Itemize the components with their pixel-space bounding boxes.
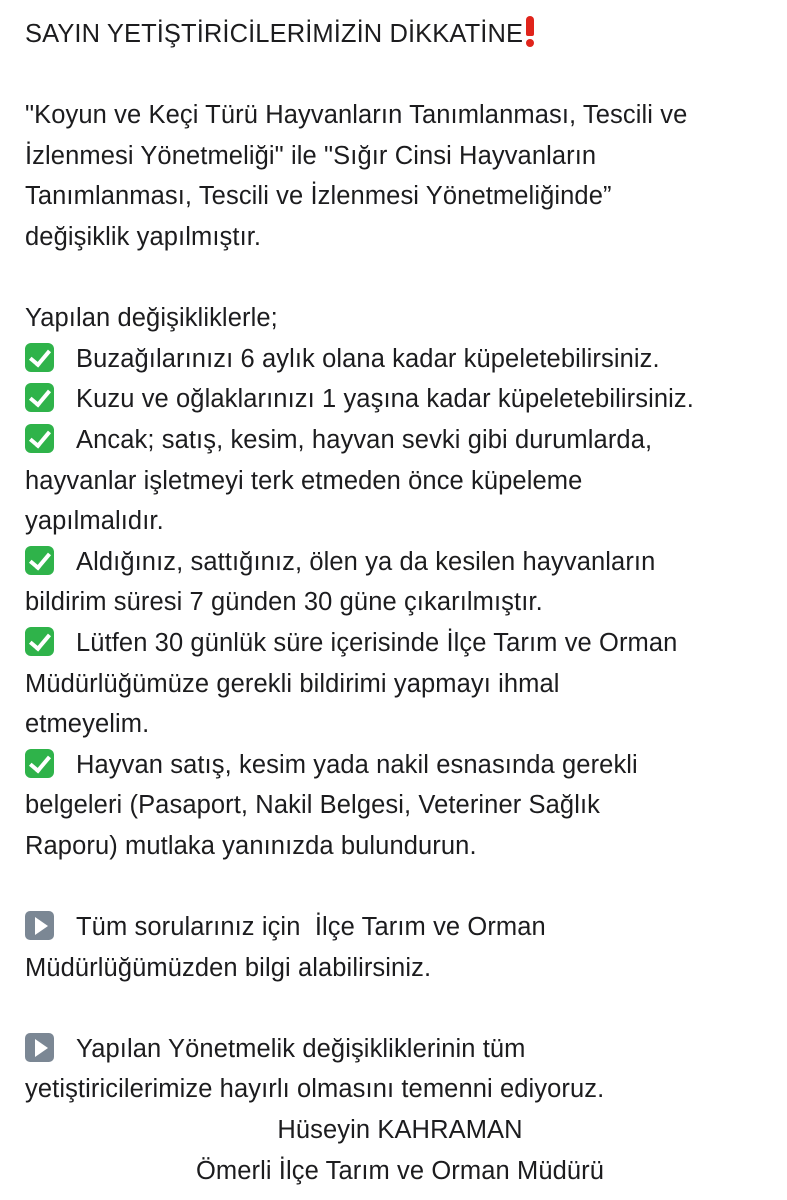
list-item bbox=[25, 542, 775, 623]
info-text: Tüm sorularınız için İlçe Tarım ve Orman bbox=[76, 913, 546, 942]
list-item-text: Hayvan satış, kesim yada nakil esnasında gerekli bbox=[76, 750, 638, 779]
list-item-text: Aldığınız, sattığınız, ölen ya da kesilen hayvanların bbox=[76, 547, 656, 576]
list-item-text: bildirim süresi 7 günden 30 güne çıkarılmıştır. bbox=[25, 588, 543, 617]
notice-document bbox=[25, 14, 775, 1191]
info-paragraph-questions bbox=[25, 907, 775, 988]
info-paragraph-wishes bbox=[25, 1029, 775, 1110]
list-item bbox=[25, 339, 775, 380]
list-item bbox=[25, 420, 775, 542]
list-item bbox=[25, 623, 775, 745]
check-mark-button-icon bbox=[25, 627, 54, 656]
list-item-text: belgeleri (Pasaport, Nakil Belgesi, Veteriner Sağlık bbox=[25, 791, 600, 820]
check-mark-button-icon bbox=[25, 424, 54, 453]
check-mark-button-icon bbox=[25, 546, 54, 575]
intro-line: İzlenmesi Yönetmeliği" ile "Sığır Cinsi Hayvanların bbox=[25, 141, 597, 170]
intro-line: "Koyun ve Keçi Türü Hayvanların Tanımlanması, Tescili ve bbox=[25, 101, 688, 130]
play-button-icon bbox=[25, 1033, 54, 1062]
list-item-text: Lütfen 30 günlük süre içerisinde İlçe Tarım ve Orman bbox=[76, 628, 678, 657]
red-exclamation-mark-icon bbox=[525, 16, 535, 46]
signature-name: Hüseyin KAHRAMAN bbox=[277, 1116, 523, 1145]
list-item bbox=[25, 379, 775, 420]
list-item-text: Kuzu ve oğlaklarınızı 1 yaşına kadar küpeletebilirsiniz. bbox=[76, 385, 694, 414]
change-list bbox=[25, 339, 775, 867]
list-item bbox=[25, 745, 775, 867]
check-mark-button-icon bbox=[25, 343, 54, 372]
signature-role: Ömerli İlçe Tarım ve Orman Müdürü bbox=[195, 1156, 605, 1185]
intro-paragraph bbox=[25, 95, 775, 257]
list-item-text: Ancak; satış, kesim, hayvan sevki gibi durumlarda, bbox=[76, 425, 653, 454]
info-text: Yapılan Yönetmelik değişikliklerinin tüm bbox=[76, 1034, 526, 1063]
check-mark-button-icon bbox=[25, 749, 54, 778]
list-item-text: Buzağılarınızı 6 aylık olana kadar küpeletebilirsiniz. bbox=[76, 344, 660, 373]
intro-line: değişiklik yapılmıştır. bbox=[25, 222, 262, 251]
notice-title: SAYIN YETİŞTİRİCİLERİMİZİN DİKKATİNE bbox=[25, 20, 524, 48]
intro-line: Tanımlanması, Tescili ve İzlenmesi Yönetmeliğinde” bbox=[25, 182, 612, 211]
list-item-text: Müdürlüğümüze gerekli bildirimi yapmayı ihmal bbox=[25, 669, 560, 698]
list-item-text: yapılmalıdır. bbox=[25, 507, 164, 536]
info-text: Müdürlüğümüzden bilgi alabilirsiniz. bbox=[25, 953, 432, 982]
list-heading: Yapılan değişikliklerle; bbox=[25, 304, 278, 333]
info-text: yetiştiricilerimize hayırlı olmasını temenni ediyoruz. bbox=[25, 1075, 605, 1104]
signature-block bbox=[25, 1110, 775, 1191]
list-item-text: Raporu) mutlaka yanınızda bulundurun. bbox=[25, 831, 477, 860]
list-item-text: hayvanlar işletmeyi terk etmeden önce küpeleme bbox=[25, 466, 583, 495]
check-mark-button-icon bbox=[25, 383, 54, 412]
play-button-icon bbox=[25, 911, 54, 940]
notice-title-line bbox=[25, 14, 775, 55]
list-item-text: etmeyelim. bbox=[25, 710, 150, 739]
